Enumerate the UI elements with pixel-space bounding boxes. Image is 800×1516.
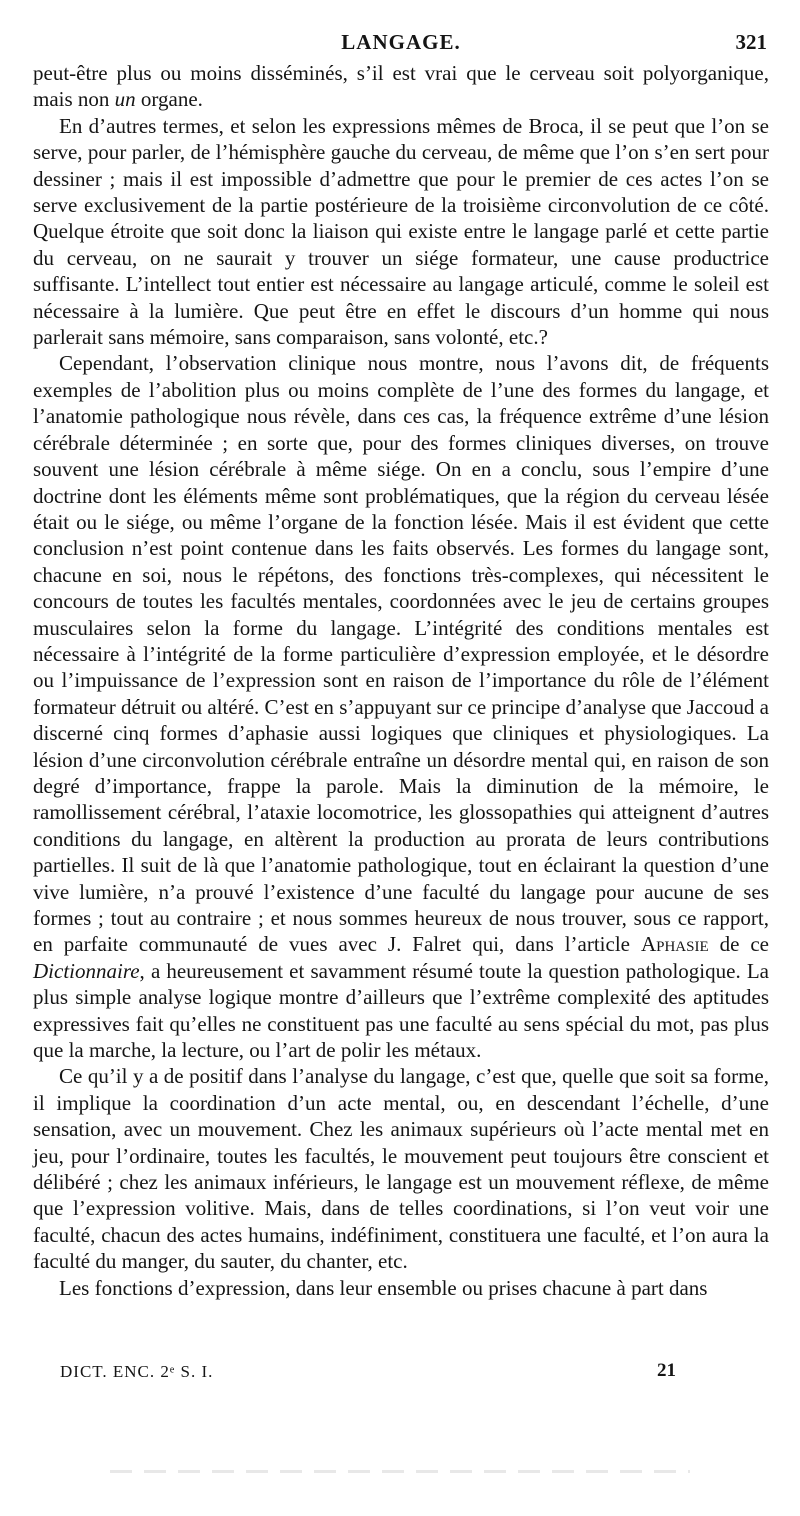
paragraph-4 xyxy=(33,1063,769,1274)
bleed-through-marks xyxy=(110,1470,690,1473)
text-run: peut-être plus ou moins disséminés, s’il est vrai que le cerveau soit polyorganique, mais non xyxy=(33,61,769,112)
page-footer xyxy=(60,1360,676,1388)
text-run: Cependant, l’observation clinique nous montre, nous l’avons dit, de fréquents exemples de l’abolition plus ou moins complète de l’une des formes du langage, et l’anatomie pathologique nous révèle, dans ces cas, la fréquence extrême d’une lésion cérébrale déterminée ; en sorte que, pour des formes cliniques diverses, on trouve souvent une lésion cérébrale à même siége. On en a conclu, sous l’empire d’une doctrine dont les éléments même sont problématiques, que la région du cerveau lésée était ou le siége, ou même l’organe de la fonction lésée. Mais il est évident que cette conclusion n’est point contenue dans les faits observés. Les formes du langage sont, chacune en soi, nous le répétons, des fonctions très-complexes, qui nécessitent le concours de toutes les facultés mentales, coordonnées avec le jeu de certains groupes musculaires selon la forme du langage. L’intégrité des conditions mentales est nécessaire à l’intégrité de la forme particulière d’expression employée, et le désordre ou l’impuissance de l’expression sont en raison de l’importance du rôle de l’élément formateur détruit ou altéré. C’est en s’appuyant sur ce principe d’analyse que Jaccoud a discerné cinq formes d’aphasie aussi logiques que cliniques et physiologiques. La lésion d’une circonvolution cérébrale entraîne un désordre mental qui, en raison de son degré d’importance, frappe la parole. Mais la diminution de la mémoire, le ramollissement cérébral, l’ataxie locomotrice, les glossopathies qui atteignent d’autres conditions du langage, en altèrent la production au prorata de leurs contributions partielles. Il suit de là que l’anatomie pathologique, tout en éclairant la question d’une vive lumière, n’a prouvé l’existence d’une faculté du langage pour aucune de ses formes ; tout au contraire ; et nous sommes heureux de nous trouver, sous ce rapport, en parfaite communauté de vues avec J. Falret qui, dans l’article xyxy=(33,351,769,957)
sheet-number: 21 xyxy=(657,1360,676,1381)
paragraph-3 xyxy=(33,350,769,1063)
text-run: , a heureusement et savamment résumé toute la question pathologique. La plus simple analyse logique montre d’ailleurs que l’extrême complexité des aptitudes expressives fait qu’elles ne constituent pas une faculté au sens spécial du mot, pas plus que la marche, la lecture, ou l’art de polir les métaux. xyxy=(33,958,769,1063)
paragraph-1 xyxy=(33,60,769,113)
text-run: organe. xyxy=(135,87,203,112)
page xyxy=(33,30,769,1301)
running-title: LANGAGE. xyxy=(341,30,461,54)
text-body xyxy=(33,60,769,1301)
text-run: Ce qu’il y a de positif dans l’analyse du langage, c’est que, quelle que soit sa forme, il implique la coordination d’un acte mental, ou, en descendant l’échelle, d’une sensation, avec un mouvement. Chez les animaux supérieurs où l’acte mental met en jeu, pour l’ordinaire, toutes les facultés, le mouvement peut toujours être conscient et délibéré ; chez les animaux inférieurs, le langage est un mouvement réflexe, de même que l’expression volitive. Mais, dans de telles coordinations, si l’on veut voir une faculté, chacun des actes humains, indéfiniment, constituera une faculté, et l’on aura la faculté du manger, du sauter, du chanter, etc. xyxy=(33,1064,769,1274)
italic-run: Dictionnaire xyxy=(33,958,140,983)
text-run: Les fonctions d’expression, dans leur ensemble ou prises chacune à part dans xyxy=(59,1275,708,1300)
printer-signature: DICT. ENC. 2ᵉ S. I. xyxy=(60,1362,214,1381)
smallcaps-run: Aphasie xyxy=(640,932,709,957)
running-header xyxy=(33,30,769,58)
paragraph-5 xyxy=(33,1275,769,1301)
italic-run: un xyxy=(114,87,136,112)
paragraph-2 xyxy=(33,113,769,351)
text-run: En d’autres termes, et selon les expressions mêmes de Broca, il se peut que l’on se serve, pour parler, de l’hémisphère gauche du cerveau, de même que l’on s’en sert pour dessiner ; mais il est impossible d’admettre que pour le premier de ces actes l’on se serve exclusivement de la partie postérieure de la troisième circonvolution de ce côté. Quelque étroite que soit donc la liaison qui existe entre le langage parlé et cette partie du cerveau, on ne saurait y trouver un siége formateur, une cause productrice suffisante. L’intellect tout entier est nécessaire au langage articulé, comme le soleil est nécessaire à la lumière. Que peut être en effet le discours d’un homme qui nous parlerait sans mémoire, sans comparaison, sans volonté, etc.? xyxy=(33,113,769,350)
text-run: de ce xyxy=(708,932,769,957)
page-number: 321 xyxy=(735,30,767,54)
